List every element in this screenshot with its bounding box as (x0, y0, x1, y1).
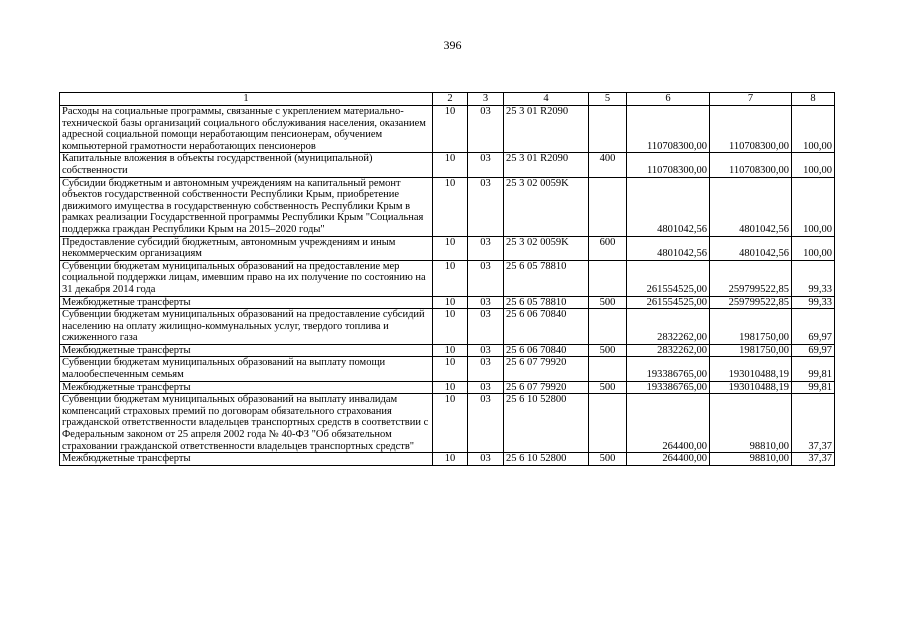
row-name-cell: Субвенции бюджетам муниципальных образований на выплату инвалидам компенсаций страховых премий по договорам обязательного страхования гражданской ответственности владельцев транспортных средств в соответствии с Федеральным законом от 25 апреля 2002 года № 40-ФЗ "Об обязательном страховании гражданской ответственности владельцев транспортных средств" (60, 394, 433, 453)
budget-table (59, 92, 835, 466)
row-target-article-cell: 25 6 07 79920 (504, 357, 589, 381)
row-section-cell: 10 (433, 309, 468, 345)
row-actual-amount-cell: 193010488,19 (710, 381, 792, 394)
row-section-cell: 10 (433, 357, 468, 381)
row-subsection-cell: 03 (468, 296, 504, 309)
row-target-article-cell: 25 6 06 70840 (504, 344, 589, 357)
row-subsection-cell: 03 (468, 153, 504, 177)
row-expense-type-cell: 500 (589, 381, 627, 394)
row-subsection-cell: 03 (468, 453, 504, 466)
row-target-article-cell: 25 6 05 78810 (504, 260, 589, 296)
row-expense-type-cell: 500 (589, 344, 627, 357)
row-section-cell: 10 (433, 296, 468, 309)
row-name-cell: Субвенции бюджетам муниципальных образований на выплату помощи малообеспеченным семьям (60, 357, 433, 381)
row-planned-amount-cell: 264400,00 (627, 394, 710, 453)
row-subsection-cell: 03 (468, 236, 504, 260)
row-section-cell: 10 (433, 177, 468, 236)
row-target-article-cell: 25 6 05 78810 (504, 296, 589, 309)
row-section-cell: 10 (433, 153, 468, 177)
row-section-cell: 10 (433, 344, 468, 357)
header-cell: 4 (504, 93, 589, 106)
row-expense-type-cell (589, 177, 627, 236)
row-target-article-cell: 25 6 10 52800 (504, 453, 589, 466)
row-actual-amount-cell: 259799522,85 (710, 260, 792, 296)
row-expense-type-cell (589, 260, 627, 296)
table-row (60, 106, 835, 153)
row-name-cell: Межбюджетные трансферты (60, 344, 433, 357)
row-subsection-cell: 03 (468, 344, 504, 357)
row-section-cell: 10 (433, 236, 468, 260)
header-cell: 3 (468, 93, 504, 106)
table-row (60, 260, 835, 296)
row-name-cell: Капитальные вложения в объекты государственной (муниципальной) собственности (60, 153, 433, 177)
row-planned-amount-cell: 193386765,00 (627, 357, 710, 381)
row-expense-type-cell: 600 (589, 236, 627, 260)
row-subsection-cell: 03 (468, 381, 504, 394)
row-actual-amount-cell: 110708300,00 (710, 153, 792, 177)
row-expense-type-cell (589, 394, 627, 453)
row-target-article-cell: 25 3 01 R2090 (504, 153, 589, 177)
row-planned-amount-cell: 110708300,00 (627, 106, 710, 153)
row-expense-type-cell: 400 (589, 153, 627, 177)
row-name-cell: Субвенции бюджетам муниципальных образований на предоставление мер социальной поддержки лицам, имевшим право на их получение по состоянию на 31 декабря 2014 года (60, 260, 433, 296)
row-planned-amount-cell: 4801042,56 (627, 236, 710, 260)
row-percent-cell: 100,00 (792, 153, 835, 177)
row-target-article-cell: 25 3 01 R2090 (504, 106, 589, 153)
row-actual-amount-cell: 4801042,56 (710, 177, 792, 236)
row-percent-cell: 99,33 (792, 260, 835, 296)
row-actual-amount-cell: 193010488,19 (710, 357, 792, 381)
row-section-cell: 10 (433, 260, 468, 296)
row-section-cell: 10 (433, 453, 468, 466)
row-name-cell: Межбюджетные трансферты (60, 381, 433, 394)
row-section-cell: 10 (433, 106, 468, 153)
row-name-cell: Субвенции бюджетам муниципальных образований на предоставление субсидий населению на оплату жилищно-коммунальных услуг, твердого топлива и сжиженного газа (60, 309, 433, 345)
page-number: 396 (443, 38, 462, 52)
table-row (60, 309, 835, 345)
row-actual-amount-cell: 98810,00 (710, 394, 792, 453)
row-planned-amount-cell: 4801042,56 (627, 177, 710, 236)
table-row (60, 357, 835, 381)
row-subsection-cell: 03 (468, 260, 504, 296)
table-row (60, 381, 835, 394)
row-name-cell: Расходы на социальные программы, связанные с укреплением материально-технической базы организаций социального обслуживания населения, оказанием адресной социальной помощи неработающим пенсионерам, обучением компьютерной грамотности неработающих пенсионеров (60, 106, 433, 153)
row-planned-amount-cell: 261554525,00 (627, 296, 710, 309)
row-percent-cell: 69,97 (792, 344, 835, 357)
row-actual-amount-cell: 1981750,00 (710, 344, 792, 357)
table-row (60, 236, 835, 260)
row-percent-cell: 100,00 (792, 177, 835, 236)
row-percent-cell: 69,97 (792, 309, 835, 345)
row-percent-cell: 99,81 (792, 357, 835, 381)
row-name-cell: Межбюджетные трансферты (60, 296, 433, 309)
row-name-cell: Предоставление субсидий бюджетным, автономным учреждениям и иным некоммерческим организациям (60, 236, 433, 260)
row-planned-amount-cell: 264400,00 (627, 453, 710, 466)
row-planned-amount-cell: 193386765,00 (627, 381, 710, 394)
row-percent-cell: 100,00 (792, 106, 835, 153)
table-row (60, 453, 835, 466)
row-name-cell: Субсидии бюджетным и автономным учреждениям на капитальный ремонт объектов государственной собственности Республики Крым, приобретение движимого имущества в государственную собственность Республики Крым в рамках реализации Государственной программы Республики Крым "Социальная поддержка граждан Республики Крым на 2015–2020 годы" (60, 177, 433, 236)
row-actual-amount-cell: 110708300,00 (710, 106, 792, 153)
row-expense-type-cell (589, 309, 627, 345)
row-planned-amount-cell: 110708300,00 (627, 153, 710, 177)
row-planned-amount-cell: 2832262,00 (627, 309, 710, 345)
row-planned-amount-cell: 261554525,00 (627, 260, 710, 296)
row-subsection-cell: 03 (468, 309, 504, 345)
row-section-cell: 10 (433, 381, 468, 394)
row-section-cell: 10 (433, 394, 468, 453)
row-target-article-cell: 25 3 02 0059K (504, 236, 589, 260)
row-percent-cell: 37,37 (792, 453, 835, 466)
header-cell: 8 (792, 93, 835, 106)
row-percent-cell: 37,37 (792, 394, 835, 453)
row-subsection-cell: 03 (468, 357, 504, 381)
row-target-article-cell: 25 6 10 52800 (504, 394, 589, 453)
row-actual-amount-cell: 1981750,00 (710, 309, 792, 345)
row-name-cell: Межбюджетные трансферты (60, 453, 433, 466)
row-percent-cell: 99,81 (792, 381, 835, 394)
row-actual-amount-cell: 4801042,56 (710, 236, 792, 260)
table-row (60, 296, 835, 309)
table-header-row (60, 93, 835, 106)
header-cell: 7 (710, 93, 792, 106)
row-subsection-cell: 03 (468, 177, 504, 236)
table-row (60, 344, 835, 357)
row-subsection-cell: 03 (468, 394, 504, 453)
row-percent-cell: 99,33 (792, 296, 835, 309)
row-target-article-cell: 25 3 02 0059K (504, 177, 589, 236)
table-row (60, 153, 835, 177)
row-percent-cell: 100,00 (792, 236, 835, 260)
row-target-article-cell: 25 6 06 70840 (504, 309, 589, 345)
row-planned-amount-cell: 2832262,00 (627, 344, 710, 357)
row-subsection-cell: 03 (468, 106, 504, 153)
row-actual-amount-cell: 259799522,85 (710, 296, 792, 309)
row-expense-type-cell (589, 106, 627, 153)
header-cell: 2 (433, 93, 468, 106)
header-cell: 5 (589, 93, 627, 106)
table-row (60, 394, 835, 453)
header-cell: 6 (627, 93, 710, 106)
table-row (60, 177, 835, 236)
row-expense-type-cell (589, 357, 627, 381)
row-actual-amount-cell: 98810,00 (710, 453, 792, 466)
row-expense-type-cell: 500 (589, 453, 627, 466)
row-expense-type-cell: 500 (589, 296, 627, 309)
header-cell: 1 (60, 93, 433, 106)
row-target-article-cell: 25 6 07 79920 (504, 381, 589, 394)
